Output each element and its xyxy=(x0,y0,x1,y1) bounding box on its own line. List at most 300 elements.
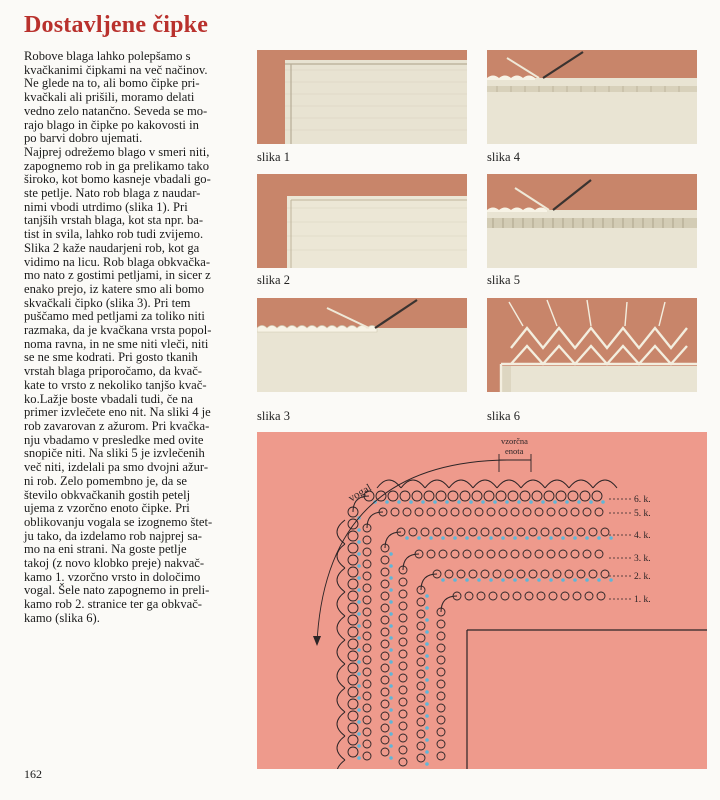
stitch-dot xyxy=(505,500,509,504)
body-line: ste petlje. Nato rob blaga z naudar- xyxy=(24,186,201,201)
stitch-loop xyxy=(448,491,458,501)
body-line: skvačkali čipko (slika 3). Pri tem xyxy=(24,295,191,310)
stitch-dot xyxy=(389,600,393,604)
stitch-loop xyxy=(348,543,358,553)
stitch-loop xyxy=(437,644,445,652)
caption-slika-5: slika 5 xyxy=(487,273,520,287)
stitch-loop xyxy=(529,528,537,536)
stitch-dot xyxy=(517,500,521,504)
stitch-dot xyxy=(357,756,361,760)
stitch-loop xyxy=(427,550,435,558)
stitch-dot xyxy=(389,720,393,724)
stitch-loop xyxy=(363,668,371,676)
body-line: mo na eni strani. Na goste petlje xyxy=(24,542,187,557)
stitch-loop xyxy=(472,491,482,501)
stitch-loop xyxy=(437,752,445,760)
body-line: več niti, izdelali pa smo dvojni ažur- xyxy=(24,460,209,475)
stitch-loop xyxy=(601,570,609,578)
caption-slika-4: slika 4 xyxy=(487,150,520,164)
stitch-dot xyxy=(429,536,433,540)
scallop-arc xyxy=(449,480,473,488)
stitch-loop xyxy=(577,528,585,536)
stitch-dot xyxy=(609,578,613,582)
stitch-loop xyxy=(437,728,445,736)
stitch-dot xyxy=(357,612,361,616)
stitch-loop xyxy=(417,706,425,714)
stitch-loop xyxy=(381,616,389,624)
stitch-loop xyxy=(553,528,561,536)
stitch-loop xyxy=(525,592,533,600)
stitch-loop xyxy=(437,656,445,664)
stitch-dot xyxy=(405,536,409,540)
stitch-loop xyxy=(381,676,389,684)
stitch-loop xyxy=(535,550,543,558)
stitch-loop xyxy=(399,734,407,742)
stitch-dot xyxy=(425,594,429,598)
body-line: ju tako, da izdelamo rob najprej sa- xyxy=(24,528,202,543)
stitch-dot xyxy=(425,642,429,646)
body-line: vrstah blaga priporočamo, da kvač- xyxy=(24,364,202,379)
row-label-3: 3. k. xyxy=(634,554,651,564)
stitch-loop xyxy=(463,508,471,516)
stitch-loop xyxy=(381,652,389,660)
scallop-arc xyxy=(497,480,521,488)
row-label-6: 6. k. xyxy=(634,495,651,505)
stitch-dot xyxy=(529,500,533,504)
stitch-loop xyxy=(565,570,573,578)
stitch-dot xyxy=(357,720,361,724)
stitch-loop xyxy=(348,747,358,757)
scallop-arc xyxy=(337,712,345,736)
stitch-loop xyxy=(381,592,389,600)
stitch-loop xyxy=(363,692,371,700)
stitch-dot xyxy=(549,578,553,582)
row-label-4: 4. k. xyxy=(634,531,651,541)
stitch-loop xyxy=(363,596,371,604)
stitch-loop xyxy=(475,508,483,516)
stitch-loop xyxy=(513,592,521,600)
page-number: 162 xyxy=(24,767,42,781)
stitch-dot xyxy=(597,578,601,582)
stitch-dot xyxy=(561,578,565,582)
stitch-loop xyxy=(417,730,425,738)
stitch-loop xyxy=(399,614,407,622)
stitch-dot xyxy=(357,552,361,556)
body-line: mo nato z gostimi petljami, in sicer z xyxy=(24,268,211,283)
photo-slika-2 xyxy=(257,174,467,268)
body-line: rajo blago in čipke po kakovosti in xyxy=(24,117,199,132)
stitch-loop xyxy=(559,550,567,558)
stitch-loop xyxy=(417,694,425,702)
stitch-loop xyxy=(489,592,497,600)
stitch-loop xyxy=(348,615,358,625)
stitch-loop xyxy=(417,646,425,654)
stitch-dot xyxy=(425,606,429,610)
body-line: kamo (slika 6). xyxy=(24,610,100,625)
stitch-loop xyxy=(399,758,407,766)
stitch-dot xyxy=(389,564,393,568)
stitch-loop xyxy=(547,508,555,516)
stitch-loop xyxy=(363,548,371,556)
stitch-dot xyxy=(425,726,429,730)
stitch-loop xyxy=(348,603,358,613)
stitch-dot xyxy=(477,578,481,582)
stitch-dot xyxy=(357,660,361,664)
stitch-loop xyxy=(437,716,445,724)
stitch-loop xyxy=(381,664,389,672)
stitch-loop xyxy=(559,508,567,516)
stitch-loop xyxy=(427,508,435,516)
stitch-loop xyxy=(505,528,513,536)
stitch-loop xyxy=(348,627,358,637)
stitch-loop xyxy=(424,491,434,501)
stitch-dot xyxy=(561,536,565,540)
scallop-arc xyxy=(337,760,345,769)
stitch-loop xyxy=(363,536,371,544)
stitch-dot xyxy=(389,552,393,556)
body-line: vedno zelo natančno. Seveda se mo- xyxy=(24,103,208,118)
stitch-loop xyxy=(417,670,425,678)
stitch-loop xyxy=(363,728,371,736)
stitch-dot xyxy=(389,576,393,580)
stitch-loop xyxy=(484,491,494,501)
body-line: primer izvlečete eno nit. Na sliki 4 je xyxy=(24,405,211,420)
stitch-loop xyxy=(399,686,407,694)
stitch-dot xyxy=(513,578,517,582)
photo-slika-4 xyxy=(487,50,697,144)
stitch-dot xyxy=(357,684,361,688)
stitch-loop xyxy=(363,704,371,712)
stitch-loop xyxy=(529,570,537,578)
stitch-dot xyxy=(409,500,413,504)
stitch-loop xyxy=(363,644,371,652)
stitch-loop xyxy=(437,632,445,640)
stitch-dot xyxy=(389,624,393,628)
body-line: nju vbadamo v presledke med ovite xyxy=(24,432,204,447)
stitch-loop xyxy=(532,491,542,501)
stitch-dot xyxy=(389,708,393,712)
stitch-dot xyxy=(425,654,429,658)
stitch-loop xyxy=(399,650,407,658)
stitch-dot xyxy=(357,744,361,748)
stitch-loop xyxy=(451,550,459,558)
stitch-loop xyxy=(553,570,561,578)
stitch-loop xyxy=(508,491,518,501)
stitch-loop xyxy=(381,580,389,588)
stitch-loop xyxy=(381,628,389,636)
stitch-dot xyxy=(549,536,553,540)
stitch-loop xyxy=(523,550,531,558)
body-line: število obkvačkanih gostih petelj xyxy=(24,487,191,502)
stitch-loop xyxy=(592,491,602,501)
stitch-loop xyxy=(388,491,398,501)
stitch-loop xyxy=(499,550,507,558)
body-line: široko, kot bomo kasneje vbadali go- xyxy=(24,172,211,187)
row-label-1: 1. k. xyxy=(634,595,651,605)
stitch-loop xyxy=(493,528,501,536)
stitch-dot xyxy=(357,600,361,604)
scallop-arc xyxy=(337,736,345,760)
stitch-corner xyxy=(441,596,457,612)
stitch-dot xyxy=(565,500,569,504)
stitch-loop xyxy=(417,610,425,618)
stitch-loop xyxy=(496,491,506,501)
stitch-loop xyxy=(499,508,507,516)
scallop-arc xyxy=(337,592,345,616)
stitch-loop xyxy=(571,508,579,516)
stitch-loop xyxy=(363,716,371,724)
stitch-loop xyxy=(541,570,549,578)
body-line: kate to vrsto z nekoliko tanjšo kvač- xyxy=(24,377,207,392)
stitch-loop xyxy=(477,592,485,600)
stitch-dot xyxy=(357,732,361,736)
stitch-loop xyxy=(439,550,447,558)
stitch-dot xyxy=(357,636,361,640)
photo-slika-3 xyxy=(257,298,467,392)
stitch-dot xyxy=(421,500,425,504)
stitch-dot xyxy=(425,630,429,634)
stitch-loop xyxy=(595,508,603,516)
stitch-loop xyxy=(487,508,495,516)
stitch-dot xyxy=(389,756,393,760)
stitch-loop xyxy=(511,508,519,516)
stitch-loop xyxy=(565,528,573,536)
body-line: rob zavarovan z ažurom. Pri kvačka- xyxy=(24,418,210,433)
photo-slika-1 xyxy=(257,50,467,144)
stitch-loop xyxy=(381,724,389,732)
stitch-loop xyxy=(445,528,453,536)
stitch-loop xyxy=(501,592,509,600)
stitch-loop xyxy=(505,570,513,578)
stitch-loop xyxy=(363,620,371,628)
stitch-loop xyxy=(381,640,389,648)
body-line: kamo rob 2. stranice ter ga obkvač- xyxy=(24,597,202,612)
body-line: puščamo med petljami za toliko niti xyxy=(24,309,205,324)
stitch-loop xyxy=(517,570,525,578)
stitch-dot xyxy=(425,666,429,670)
scallop-arc xyxy=(593,480,617,488)
stitch-loop xyxy=(547,550,555,558)
row-label-5: 5. k. xyxy=(634,509,651,519)
stitch-dot xyxy=(573,578,577,582)
body-line: Robove blaga lahko polepšamo s xyxy=(24,49,191,63)
scallop-arc xyxy=(473,480,497,488)
stitch-dot xyxy=(469,500,473,504)
stitch-loop xyxy=(523,508,531,516)
body-line: snopiče niti. Na sliki 5 je izvlečenih xyxy=(24,446,205,461)
stitch-dot xyxy=(425,750,429,754)
stitch-dot xyxy=(357,648,361,652)
body-line: takoj (z novo klobko preje) nakvač- xyxy=(24,556,205,571)
body-line: Najprej odrežemo blago v smeri niti, xyxy=(24,144,210,159)
stitch-dot xyxy=(425,738,429,742)
stitch-loop xyxy=(601,528,609,536)
stitch-loop xyxy=(348,651,358,661)
stitch-loop xyxy=(363,632,371,640)
stitch-loop xyxy=(412,491,422,501)
stitch-dot xyxy=(389,648,393,652)
stitch-loop xyxy=(544,491,554,501)
stitch-dot xyxy=(477,536,481,540)
page-title: Dostavljene čipke xyxy=(24,12,209,38)
corner-label: vogal xyxy=(346,481,374,505)
stitch-dot xyxy=(397,500,401,504)
stitch-dot xyxy=(525,578,529,582)
stitch-loop xyxy=(475,550,483,558)
photo-slika-5 xyxy=(487,174,697,268)
stitch-dot xyxy=(433,500,437,504)
stitch-loop xyxy=(363,740,371,748)
stitch-dot xyxy=(493,500,497,504)
stitch-loop xyxy=(481,570,489,578)
photo-slika-6 xyxy=(487,298,697,392)
scallop-arc xyxy=(337,664,345,688)
stitch-dot xyxy=(389,732,393,736)
stitch-loop xyxy=(437,668,445,676)
stitch-dot xyxy=(585,536,589,540)
stitch-loop xyxy=(399,674,407,682)
stitch-loop xyxy=(460,491,470,501)
stitch-loop xyxy=(493,570,501,578)
stitch-loop xyxy=(348,567,358,577)
stitch-dot xyxy=(489,578,493,582)
stitch-loop xyxy=(469,528,477,536)
stitch-loop xyxy=(465,592,473,600)
corner-arrow-line xyxy=(317,460,507,642)
stitch-dot xyxy=(445,500,449,504)
stitch-loop xyxy=(399,662,407,670)
stitch-loop xyxy=(417,742,425,750)
stitch-dot xyxy=(389,660,393,664)
stitch-loop xyxy=(417,634,425,642)
stitch-loop xyxy=(437,704,445,712)
stitch-loop xyxy=(597,592,605,600)
body-line: vogal. Šele nato zapognemo in preli- xyxy=(24,583,210,598)
stitch-dot xyxy=(453,578,457,582)
stitch-loop xyxy=(348,723,358,733)
stitch-loop xyxy=(363,560,371,568)
stitch-loop xyxy=(381,736,389,744)
scallop-arc xyxy=(337,640,345,664)
stitch-loop xyxy=(348,711,358,721)
stitch-dot xyxy=(357,576,361,580)
stitch-loop xyxy=(535,508,543,516)
stitch-loop xyxy=(417,682,425,690)
stitch-dot xyxy=(425,690,429,694)
stitch-dot xyxy=(357,708,361,712)
stitch-loop xyxy=(437,692,445,700)
body-line: ujema z vzorčno enoto čipke. Pri xyxy=(24,501,190,516)
stitch-dot xyxy=(357,528,361,532)
stitch-loop xyxy=(436,491,446,501)
body-line: zapognemo rob in ga prelikamo tako xyxy=(24,158,210,173)
row-label-2: 2. k. xyxy=(634,572,651,582)
stitch-dot xyxy=(601,500,605,504)
body-line: po barvi dobro ujemati. xyxy=(24,131,143,146)
body-line: Slika 2 kaže naudarjeni rob, kot ga xyxy=(24,240,200,255)
stitch-loop xyxy=(363,656,371,664)
scallop-arc xyxy=(337,544,345,568)
stitch-loop xyxy=(348,531,358,541)
stitch-loop xyxy=(445,570,453,578)
stitch-loop xyxy=(589,528,597,536)
caption-slika-3: slika 3 xyxy=(257,409,290,423)
stitch-loop xyxy=(363,752,371,760)
stitch-loop xyxy=(417,622,425,630)
stitch-dot xyxy=(573,536,577,540)
stitch-loop xyxy=(583,508,591,516)
scallop-arc xyxy=(545,480,569,488)
stitch-dot xyxy=(553,500,557,504)
stitch-dot xyxy=(357,588,361,592)
stitch-loop xyxy=(348,699,358,709)
stitch-loop xyxy=(433,528,441,536)
stitch-corner xyxy=(421,574,437,590)
stitch-dot xyxy=(389,612,393,616)
stitch-loop xyxy=(417,754,425,762)
stitch-dot xyxy=(389,744,393,748)
body-line: vidimo na licu. Rob blaga obkvačka- xyxy=(24,254,211,269)
stitch-loop xyxy=(463,550,471,558)
stitch-loop xyxy=(583,550,591,558)
body-text xyxy=(24,50,240,626)
stitch-loop xyxy=(399,590,407,598)
stitch-dot xyxy=(425,714,429,718)
stitch-loop xyxy=(549,592,557,600)
body-line: Ne glede na to, ali bomo čipke pri- xyxy=(24,76,200,91)
stitch-loop xyxy=(381,688,389,696)
stitch-loop xyxy=(417,718,425,726)
scallop-arc xyxy=(337,568,345,592)
stitch-dot xyxy=(525,536,529,540)
stitch-loop xyxy=(399,578,407,586)
body-line: ko.Lažje boste vbadali tudi, če na xyxy=(24,391,193,406)
stitch-dot xyxy=(441,536,445,540)
repeat-label-line2: enota xyxy=(505,446,524,456)
corner-arrow-head xyxy=(313,636,321,646)
scallop-arc xyxy=(401,480,425,488)
body-line: kamo 1. vzorčno vrsto in določimo xyxy=(24,569,201,584)
stitch-loop xyxy=(381,568,389,576)
crochet-diagram-svg xyxy=(257,432,707,769)
stitch-loop xyxy=(381,712,389,720)
stitch-loop xyxy=(469,570,477,578)
stitch-loop xyxy=(348,735,358,745)
stitch-dot xyxy=(589,500,593,504)
stitch-loop xyxy=(363,584,371,592)
stitch-loop xyxy=(437,740,445,748)
body-line: se ne sme kodrati. Pri gosto tkanih xyxy=(24,350,198,365)
stitch-loop xyxy=(520,491,530,501)
scallop-arc xyxy=(425,480,449,488)
stitch-loop xyxy=(421,528,429,536)
stitch-loop xyxy=(487,550,495,558)
stitch-dot xyxy=(489,536,493,540)
stitch-loop xyxy=(399,638,407,646)
stitch-loop xyxy=(573,592,581,600)
stitch-loop xyxy=(348,687,358,697)
stitch-dot xyxy=(457,500,461,504)
scallop-arc xyxy=(521,480,545,488)
stitch-loop xyxy=(589,570,597,578)
stitch-loop xyxy=(537,592,545,600)
stitch-loop xyxy=(403,508,411,516)
body-line: tanjših vrstah blaga, kot sta npr. ba- xyxy=(24,213,204,228)
stitch-dot xyxy=(541,500,545,504)
stitch-loop xyxy=(595,550,603,558)
stitch-loop xyxy=(399,710,407,718)
stitch-loop xyxy=(439,508,447,516)
